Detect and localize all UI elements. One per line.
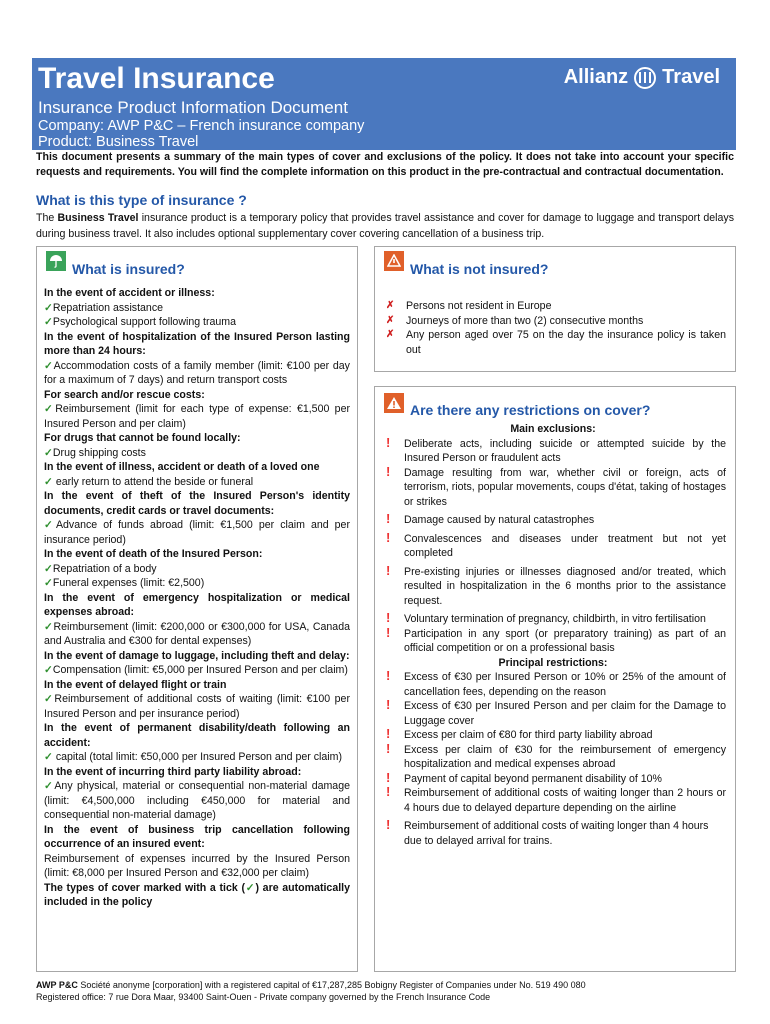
insured-item: Psychological support following trauma: [52, 316, 237, 328]
exclamation-icon: !: [386, 668, 391, 683]
tick-legend: [44, 881, 350, 910]
list-item: [44, 518, 350, 547]
insured-item: Any physical, material or consequential non-material damage (limit: €4,500,000 including €450,000 for material and consequential non-material damage): [44, 780, 350, 821]
check-icon: ✓: [44, 693, 55, 705]
check-icon: ✓: [44, 562, 53, 575]
exclamation-icon: !: [386, 624, 391, 640]
document-title: Travel Insurance: [38, 62, 275, 95]
list-item: [44, 620, 350, 649]
restriction-item: Excess per claim of €80 for third party liability abroad: [404, 729, 653, 741]
list-item: [44, 475, 350, 490]
list-item: [380, 699, 726, 728]
list-item: [44, 750, 350, 765]
list-item: [380, 740, 726, 772]
logo-text-right: Travel: [662, 66, 720, 88]
list-item: [44, 779, 350, 823]
exclusion-item: Damage resulting from war, whether civil or foreign, acts of terrorism, riots, popular movements, coups d'état, taking of hostages or strikes: [404, 466, 726, 508]
insured-item: Drug shipping costs: [52, 446, 146, 459]
check-icon: ✓: [44, 751, 56, 763]
restrictions-list: [380, 422, 726, 848]
exclamation-icon: !: [386, 726, 391, 741]
insured-item: early return to attend the beside or funeral: [55, 475, 254, 488]
header-banner: [32, 58, 736, 150]
list-item: [380, 819, 726, 848]
list-item: [44, 663, 350, 678]
insured-title: What is insured?: [72, 261, 185, 277]
insured-heading: In the event of illness, accident or death of a loved one: [44, 461, 320, 473]
list-item: [380, 786, 726, 815]
company-line: Company: AWP P&C – French insurance company: [38, 118, 365, 134]
not-insured-title: What is not insured?: [410, 261, 549, 277]
list-item: [44, 315, 350, 330]
intro-paragraph: This document presents a summary of the main types of cover and exclusions of the policy. It does not take into account your specific requests and requirements. You will find the complete information on this product in the pre-contractual and contractual documentation.: [36, 151, 734, 178]
check-icon: ✓: [44, 446, 53, 459]
insured-heading: In the event of theft of the Insured Person's identity documents, credit cards or travel documents:: [44, 490, 350, 517]
exclusion-item: Damage caused by natural catastrophes: [404, 514, 595, 526]
check-icon: ✓: [245, 881, 256, 894]
product-name: Business Travel: [57, 212, 139, 224]
insured-heading: In the event of hospitalization of the Insured Person lasting more than 24 hours:: [44, 330, 350, 357]
what-type-text: [36, 210, 734, 242]
insured-item: Repatriation assistance: [52, 301, 164, 314]
what-type-text-post: insurance product is a temporary policy that provides travel assistance and cover for damage to luggage and transport delays during business travel. It also includes optional supplementary cover covering cancellation of a business trip.: [36, 212, 734, 240]
principal-restrictions-heading: Principal restrictions:: [498, 656, 608, 669]
insured-heading: In the event of incurring third party liability abroad:: [44, 765, 302, 778]
insured-heading: For drugs that cannot be found locally:: [44, 432, 241, 444]
not-insured-item: Any person aged over 75 on the day the insurance policy is taken out: [406, 329, 726, 356]
list-item: [44, 301, 350, 316]
check-icon: ✓: [44, 359, 54, 372]
exclamation-icon: !: [386, 511, 391, 526]
list-item: [380, 769, 726, 787]
insured-list: [44, 286, 350, 910]
company-name: AWP P&C: [36, 980, 78, 990]
exclamation-icon: !: [386, 697, 391, 712]
insured-heading: In the event of permanent disability/death following an accident:: [44, 722, 350, 749]
list-item: [380, 529, 726, 561]
insured-item: Compensation (limit: €5,000 per Insured Person and per claim): [52, 664, 348, 676]
exclamation-icon: !: [386, 784, 391, 799]
allianz-travel-logo: [564, 66, 720, 89]
not-insured-item: Persons not resident in Europe: [406, 300, 552, 312]
list-item: [380, 513, 726, 528]
warning-house-icon: [384, 251, 404, 271]
list-item: [380, 299, 726, 314]
exclamation-icon: !: [386, 434, 391, 450]
insured-item: Reimbursement of additional costs of waiting (limit: €100 per Insured Person and per insurance period): [44, 693, 350, 720]
list-item: [44, 446, 350, 461]
insured-item: capital (total limit: €50,000 per Insured Person and per claim): [55, 751, 343, 763]
insured-heading: In the event of emergency hospitalization or medical expenses abroad:: [44, 591, 350, 618]
footer: [36, 979, 586, 1003]
insured-item: Funeral expenses (limit: €2,500): [52, 577, 205, 589]
check-icon: ✓: [44, 519, 56, 531]
list-item: [380, 624, 726, 656]
insured-item: Accommodation costs of a family member (limit: €100 per day for a maximum of 7 days) and return transport costs: [44, 359, 350, 386]
insured-item: Repatriation of a body: [52, 562, 157, 575]
exclusion-item: Pre-existing injuries or illnesses diagnosed and/or treated, which resulted in hospitalization in the 6 months prior to the assistance request.: [404, 565, 726, 607]
insured-item: Reimbursement (limit: €200,000 or €300,000 for USA, Canada and Australia and €300 for dental expenses): [44, 620, 350, 647]
umbrella-icon: [46, 251, 66, 271]
list-item: [380, 463, 726, 510]
restriction-item: Excess of €30 per Insured Person or 10% or 25% of the amount of cancellation fees, depending on the reason: [404, 671, 726, 698]
exclamation-icon: !: [386, 610, 391, 625]
check-icon: ✓: [44, 316, 53, 328]
what-type-heading: What is this type of insurance ?: [36, 192, 247, 208]
list-item: [44, 359, 350, 388]
footer-line-1-text: Société anonyme [corporation] with a registered capital of €17,287,285 Bobigny Register of Companies under No. 519 490 080: [77, 980, 586, 990]
insured-heading: In the event of damage to luggage, including theft and delay:: [44, 649, 350, 662]
list-item: [44, 562, 350, 577]
list-item: [380, 314, 726, 329]
insured-heading: In the event of business trip cancellation following occurrence of an insured event:: [44, 823, 350, 850]
list-item: [44, 692, 350, 721]
exclamation-icon: !: [386, 463, 391, 479]
cross-icon: ✗: [386, 314, 395, 326]
exclusion-item: Deliberate acts, including suicide or attempted suicide by the Insured Person or fraudulent acts: [404, 437, 726, 464]
check-icon: ✓: [44, 664, 53, 676]
insured-item: Reimbursement (limit for each type of expense: €1,500 per Insured Person and per claim): [44, 403, 350, 430]
logo-text-left: Allianz: [563, 66, 629, 88]
restriction-item: Payment of capital beyond permanent disability of 10%: [404, 772, 662, 785]
restriction-item: Reimbursement of additional costs of waiting longer than 4 hours due to delayed arrival for trains.: [404, 820, 709, 847]
exclamation-icon: !: [386, 769, 391, 785]
insured-heading: In the event of delayed flight or train: [44, 678, 227, 691]
list-item: [380, 728, 726, 743]
not-insured-list: [380, 299, 726, 357]
allianz-eagle-icon: [634, 67, 656, 89]
insured-heading: For search and/or rescue costs:: [44, 388, 205, 401]
tick-legend-pre: The types of cover marked with a tick (: [44, 881, 246, 894]
restriction-item: Reimbursement of additional costs of waiting longer than 2 hours or 4 hours due to delayed departure depending on the airline: [404, 787, 726, 814]
document-subtitle: Insurance Product Information Document: [38, 98, 348, 117]
list-item: [44, 576, 350, 591]
product-line: Product: Business Travel: [38, 134, 199, 150]
list-item: [380, 562, 726, 609]
insured-item-plain: Reimbursement of expenses incurred by the Insured Person (limit: €8,000 per Insured Person and €32,000 per claim): [44, 852, 350, 879]
cross-icon: ✗: [386, 300, 395, 311]
footer-line-1: [36, 979, 586, 991]
exclamation-icon: !: [386, 817, 391, 832]
what-type-text-pre: The: [36, 212, 58, 224]
list-item: [380, 670, 726, 699]
cross-icon: ✗: [386, 329, 395, 340]
check-icon: ✓: [44, 780, 55, 792]
insured-item: Advance of funds abroad (limit: €1,500 per claim and per insurance period): [44, 519, 350, 546]
insured-heading: In the event of accident or illness:: [44, 287, 215, 299]
restriction-item: Excess per claim of €30 for the reimbursement of emergency hospitalization and medical expenses abroad: [404, 743, 726, 770]
exclamation-icon: !: [386, 740, 391, 756]
main-exclusions-heading: Main exclusions:: [510, 423, 596, 435]
not-insured-item: Journeys of more than two (2) consecutive months: [406, 314, 644, 327]
check-icon: ✓: [44, 577, 53, 589]
restrictions-title: Are there any restrictions on cover?: [410, 402, 651, 418]
check-icon: ✓: [44, 475, 56, 488]
warning-triangle-icon: [384, 393, 404, 413]
tick-legend-post: ) are automatically included in the policy: [44, 881, 350, 908]
check-icon: ✓: [44, 301, 53, 314]
exclusion-item: Participation in any sport (or preparatory training) as part of an official competition or on a professional basis: [404, 627, 726, 654]
list-item: [380, 328, 726, 357]
insured-heading: In the event of death of the Insured Person:: [44, 548, 263, 560]
check-icon: ✓: [44, 403, 56, 415]
exclusion-item: Convalescences and diseases under treatment but not yet completed: [404, 532, 726, 559]
exclusion-item: Voluntary termination of pregnancy, childbirth, in vitro fertilisation: [404, 613, 706, 625]
check-icon: ✓: [44, 620, 54, 633]
footer-line-2: Registered office: 7 rue Dora Maar, 93400 Saint-Ouen - Private company governed by the French Insurance Code: [36, 992, 491, 1002]
exclamation-icon: !: [386, 562, 391, 578]
restriction-item: Excess of €30 per Insured Person and per claim for the Damage to Luggage cover: [404, 700, 726, 727]
exclamation-icon: !: [386, 529, 391, 545]
list-item: [44, 402, 350, 431]
list-item: [380, 612, 726, 627]
list-item: [380, 434, 726, 466]
